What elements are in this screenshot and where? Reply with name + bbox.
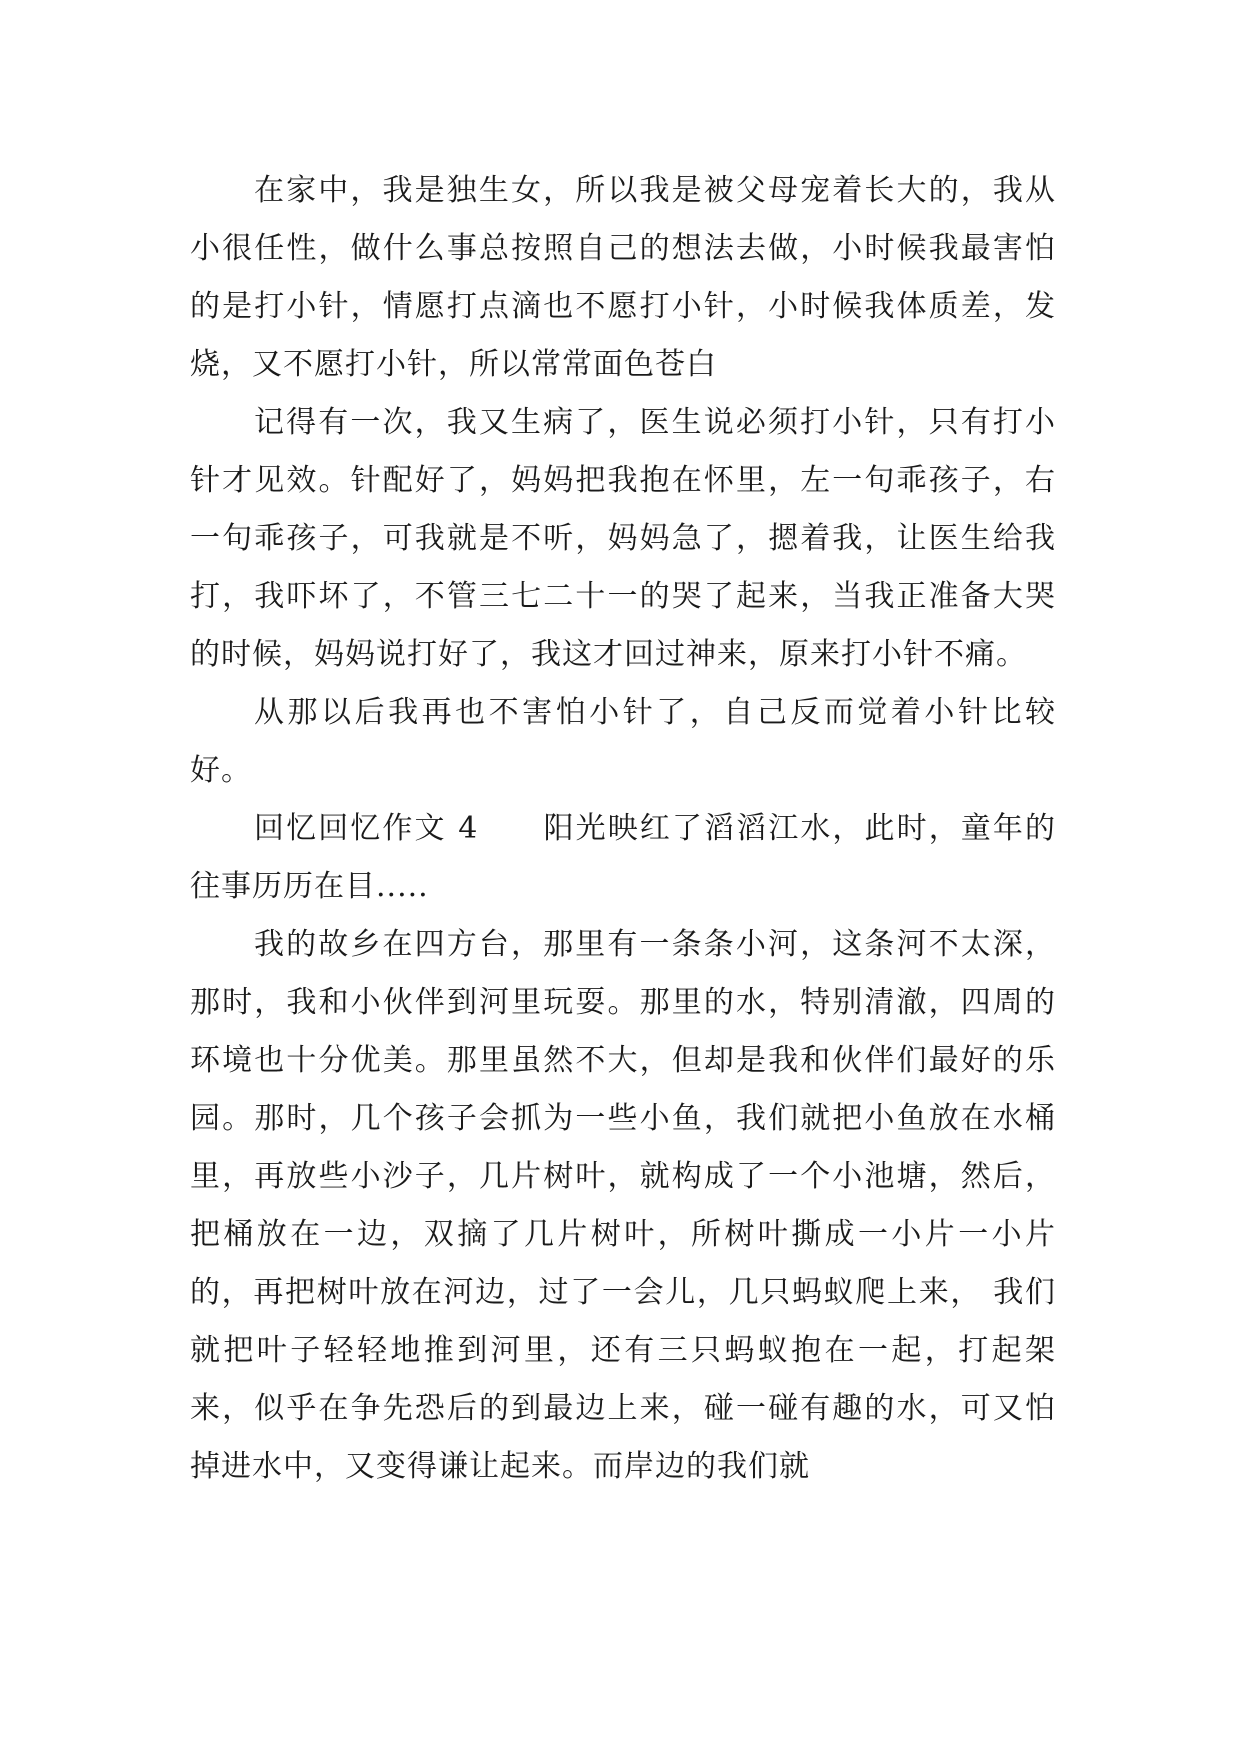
paragraph-3: 从那以后我再也不害怕小针了，自己反而觉着小针比较好。 (190, 695, 1056, 788)
document-body (190, 162, 1056, 1496)
paragraph-4: 回忆回忆作文 4 阳光映红了滔滔江水，此时，童年的往事历历在目..... (190, 811, 1056, 904)
paragraph-2: 记得有一次，我又生病了，医生说必须打小针，只有打小针才见效。针配好了，妈妈把我抱在怀里，左一句乖孩子，右一句乖孩子，可我就是不听，妈妈急了，摁着我，让医生给我打，我吓坏了，不管三七二十一的哭了起来，当我正准备大哭的时候，妈妈说打好了，我这才回过神来，原来打小针不痛。 (190, 405, 1056, 672)
paragraph-5: 我的故乡在四方台，那里有一条条小河，这条河不太深，那时，我和小伙伴到河里玩耍。那里的水，特别清澈，四周的环境也十分优美。那里虽然不大，但却是我和伙伴们最好的乐园。那时，几个孩子会抓为一些小鱼，我们就把小鱼放在水桶里，再放些小沙子，几片树叶，就构成了一个小池塘，然后，把桶放在一边，双摘了几片树叶，所树叶撕成一小片一小片的，再把树叶放在河边，过了一会儿，几只蚂蚁爬上来， 我们就把叶子轻轻地推到河里，还有三只蚂蚁抱在一起，打起架来，似乎在争先恐后的到最边上来，碰一碰有趣的水，可又怕掉进水中，又变得谦让起来。而岸边的我们就 (190, 927, 1056, 1484)
paragraph-1: 在家中，我是独生女，所以我是被父母宠着长大的，我从小很任性，做什么事总按照自己的想法去做，小时候我最害怕的是打小针，情愿打点滴也不愿打小针，小时候我体质差，发烧，又不愿打小针，所以常常面色苍白 (190, 173, 1056, 382)
